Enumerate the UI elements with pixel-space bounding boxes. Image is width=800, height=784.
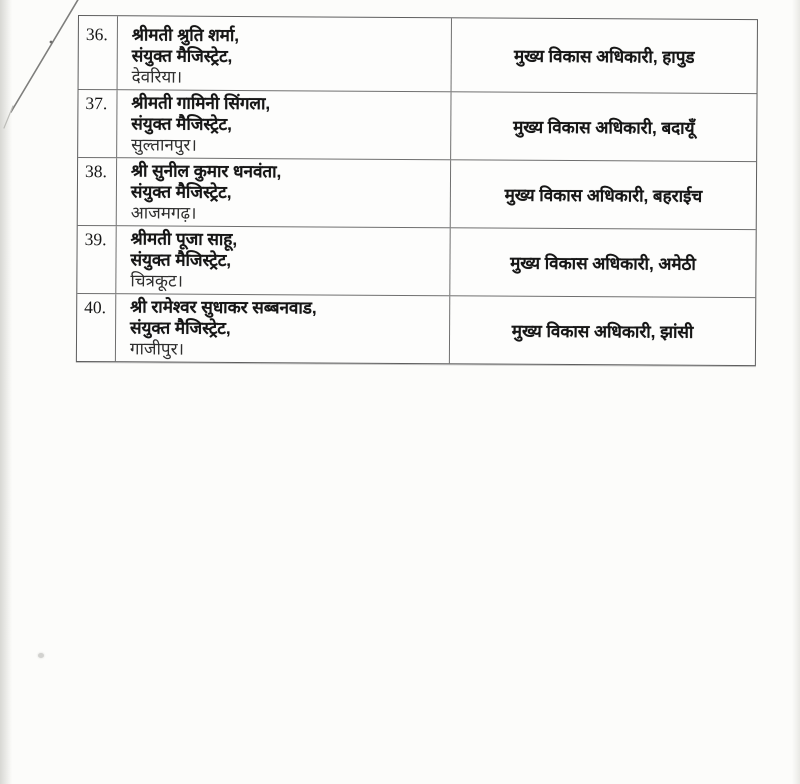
officer-district: आजमगढ़। bbox=[130, 203, 197, 223]
officer-name-cell bbox=[117, 90, 451, 159]
officer-name-cell bbox=[118, 16, 452, 91]
officer-name: श्रीमती पूजा साहू, bbox=[130, 229, 238, 249]
officer-district: देवरिया। bbox=[131, 67, 183, 87]
officer-designation: संयुक्त मैजिस्ट्रेट, bbox=[131, 114, 232, 134]
officer-district: सुल्तानपुर। bbox=[131, 135, 197, 155]
officer-name: श्री सुनील कुमार धनवंता, bbox=[130, 161, 282, 182]
serial-number-cell: 40. bbox=[77, 294, 116, 361]
officer-district: गाजीपुर। bbox=[129, 339, 185, 359]
officer-designation: संयुक्त मैजिस्ट्रेट, bbox=[130, 318, 231, 338]
serial-number-cell: 38. bbox=[78, 158, 117, 225]
serial-number-cell: 37. bbox=[78, 90, 117, 157]
table-row bbox=[78, 158, 756, 230]
officer-name-cell bbox=[116, 226, 450, 295]
scan-edge-shadow-right bbox=[792, 0, 800, 784]
officer-designation: संयुक्त मैजिस्ट्रेट, bbox=[131, 46, 233, 66]
new-posting-cell: मुख्य विकास अधिकारी, अमेठी bbox=[510, 253, 696, 274]
new-posting-cell: मुख्य विकास अधिकारी, झांसी bbox=[511, 321, 694, 342]
new-posting-cell: मुख्य विकास अधिकारी, बहराईच bbox=[504, 185, 703, 206]
officer-district: चित्रकूट। bbox=[130, 271, 184, 291]
officer-name-cell bbox=[116, 294, 450, 363]
table-row bbox=[77, 294, 755, 365]
officer-posting-table bbox=[76, 15, 758, 366]
officer-name: श्री रामेश्वर सुधाकर सब्बनवाड, bbox=[130, 297, 317, 318]
new-posting-cell: मुख्य विकास अधिकारी, बदायूँ bbox=[513, 117, 695, 138]
serial-number-cell: 36. bbox=[79, 16, 118, 89]
table-row bbox=[77, 226, 755, 298]
serial-number-cell: 39. bbox=[77, 226, 116, 293]
table-row bbox=[78, 90, 756, 162]
officer-name: श्रीमती गामिनी सिंगला, bbox=[131, 93, 271, 114]
officer-name: श्रीमती श्रुति शर्मा, bbox=[131, 25, 240, 45]
paper-speck bbox=[38, 653, 44, 658]
officer-designation: संयुक्त मैजिस्ट्रेट, bbox=[130, 250, 232, 270]
officer-name-cell bbox=[117, 158, 451, 227]
new-posting-cell: मुख्य विकास अधिकारी, हापुड bbox=[513, 46, 695, 67]
officer-designation: संयुक्त मैजिस्ट्रेट, bbox=[130, 182, 232, 202]
table-row bbox=[79, 16, 757, 94]
